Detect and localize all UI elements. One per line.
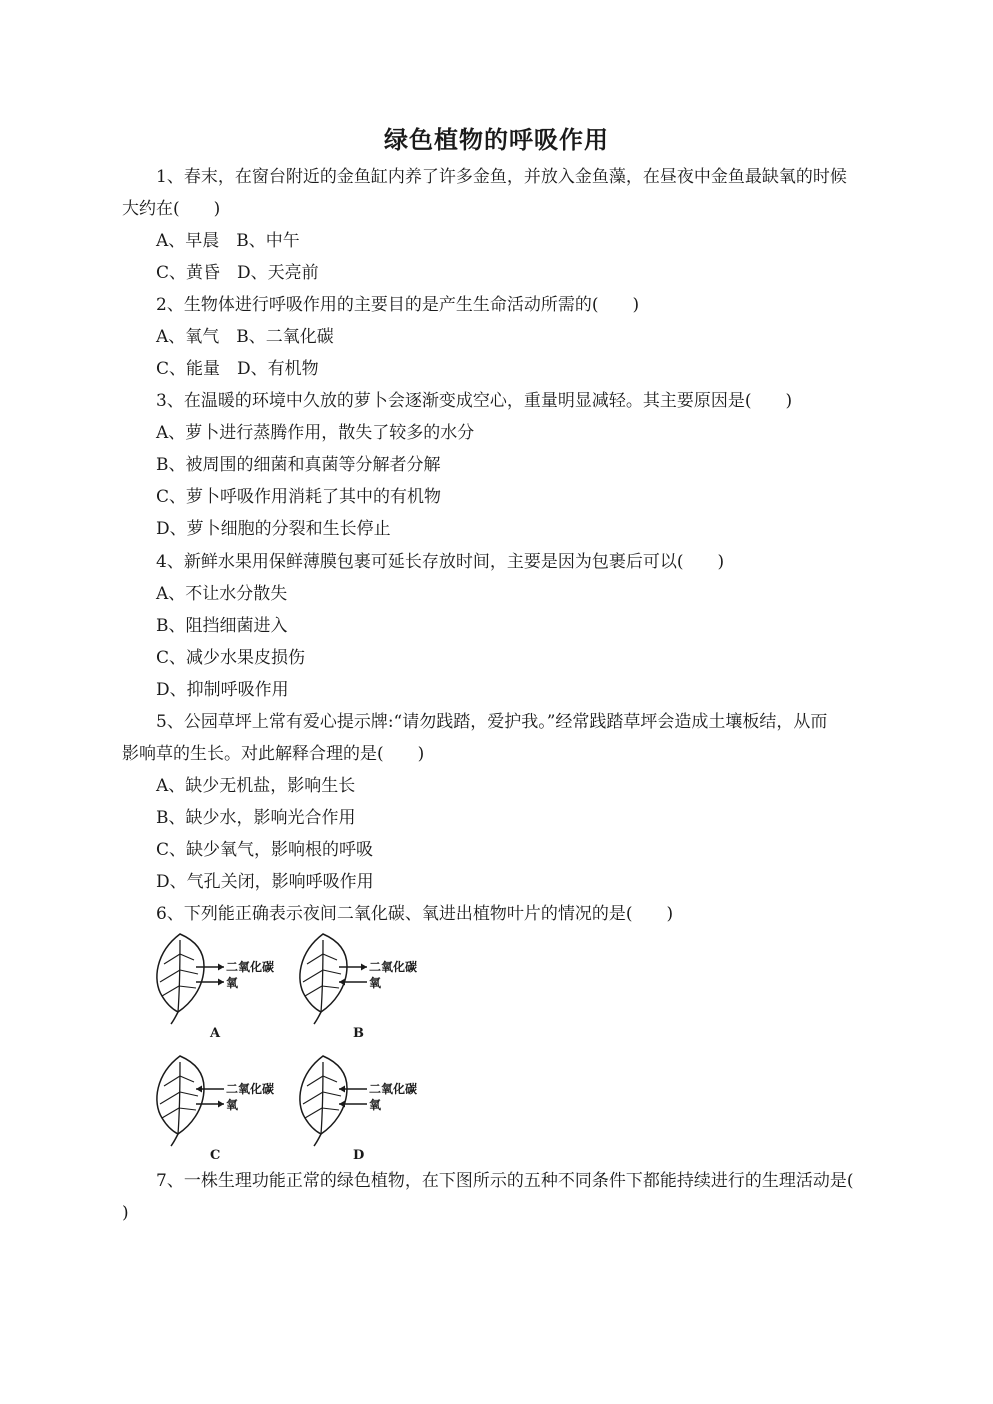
question-5-option-d: D、气孔关闭，影响呼吸作用 (156, 872, 374, 892)
leaf-vein (303, 1092, 323, 1104)
leaf-vein (305, 1108, 322, 1118)
leaf-vein (164, 1076, 180, 1086)
leaf-vein (305, 986, 322, 996)
question-7-line-1: 7、一株生理功能正常的绿色植物，在下图所示的五种不同条件下都能持续进行的生理活动是( (156, 1171, 854, 1191)
o2-arrow-head (218, 979, 224, 986)
co2-arrow-head (218, 964, 224, 971)
leaf-midrib (178, 940, 180, 1012)
page-title: 绿色植物的呼吸作用 (384, 125, 609, 154)
leaf-vein (323, 970, 341, 974)
leaf-vein (323, 954, 337, 960)
leaf-midrib (178, 1062, 180, 1134)
co2-arrow-head (339, 1086, 345, 1093)
leaf-stem (314, 1134, 321, 1146)
leaf-vein (322, 1108, 339, 1110)
leaf-diagram-svg (150, 1052, 290, 1148)
leaf-figure-a (150, 930, 290, 1040)
co2-label: 二氧化碳 (369, 1082, 418, 1096)
question-4: 4、新鲜水果用保鲜薄膜包裹可延长存放时间，主要是因为包裹后可以( ) (156, 552, 725, 572)
leaf-figure-b (293, 930, 433, 1040)
question-5-option-c: C、缺少氧气，影响根的呼吸 (156, 840, 374, 860)
leaf-diagram-svg (293, 1052, 433, 1148)
leaf-vein (179, 1108, 196, 1110)
leaf-midrib (321, 1062, 323, 1134)
question-1-line-2: 大约在( ) (122, 199, 221, 219)
co2-label: 二氧化碳 (226, 1082, 275, 1096)
co2-label: 二氧化碳 (369, 960, 418, 974)
question-6: 6、下列能正确表示夜间二氧化碳、氧进出植物叶片的情况的是( ) (156, 904, 674, 924)
leaf-stem (171, 1012, 178, 1024)
leaf-vein (307, 1076, 323, 1086)
question-4-option-b: B、阻挡细菌进入 (156, 616, 288, 636)
co2-arrow-head (196, 1086, 202, 1093)
leaf-figures (150, 930, 450, 1163)
leaf-vein (180, 970, 198, 974)
o2-label: 氧 (369, 1098, 382, 1112)
leaf-diagram-svg (293, 930, 433, 1026)
leaf-vein (162, 1108, 179, 1118)
question-3: 3、在温暖的环境中久放的萝卜会逐渐变成空心，重量明显减轻。其主要原因是( ) (156, 391, 793, 411)
question-1-options-ab: A、早晨 B、中午 (156, 231, 300, 251)
question-5-option-a: A、缺少无机盐，影响生长 (156, 776, 356, 796)
question-4-option-d: D、抑制呼吸作用 (156, 680, 289, 700)
o2-arrow-head (339, 1101, 345, 1108)
figure-letter: B (353, 1026, 364, 1041)
question-5-line-1: 5、公园草坪上常有爱心提示牌:“请勿践踏，爱护我。”经常践踏草坪会造成土壤板结，从而 (156, 712, 828, 732)
leaf-stem (314, 1012, 321, 1024)
question-5-option-b: B、缺少水，影响光合作用 (156, 808, 356, 828)
leaf-vein (307, 954, 323, 964)
question-1-line-1: 1、春末，在窗台附近的金鱼缸内养了许多金鱼，并放入金鱼藻，在昼夜中金鱼最缺氧的时候 (156, 167, 847, 187)
o2-label: 氧 (226, 976, 239, 990)
question-7-line-2: ) (122, 1203, 129, 1223)
question-2: 2、生物体进行呼吸作用的主要目的是产生生命活动所需的( ) (156, 295, 640, 315)
co2-label: 二氧化碳 (226, 960, 275, 974)
leaf-vein (162, 986, 179, 996)
leaf-diagram-svg (150, 930, 290, 1026)
leaf-stem (171, 1134, 178, 1146)
leaf-vein (160, 1092, 180, 1104)
question-2-options-ab: A、氧气 B、二氧化碳 (156, 327, 334, 347)
leaf-vein (180, 1076, 194, 1082)
leaf-vein (303, 970, 323, 982)
leaf-vein (179, 986, 196, 988)
o2-arrow-head (218, 1101, 224, 1108)
leaf-vein (323, 1076, 337, 1082)
o2-arrow-head (339, 979, 345, 986)
leaf-vein (160, 970, 180, 982)
question-2-options-cd: C、能量 D、有机物 (156, 359, 319, 379)
co2-arrow-head (361, 964, 367, 971)
question-5-line-2: 影响草的生长。对此解释合理的是( ) (122, 744, 425, 764)
question-3-option-b: B、被周围的细菌和真菌等分解者分解 (156, 455, 441, 475)
leaf-vein (322, 986, 339, 988)
leaf-vein (164, 954, 180, 964)
question-3-option-d: D、萝卜细胞的分裂和生长停止 (156, 519, 391, 539)
o2-label: 氧 (369, 976, 382, 990)
question-4-option-c: C、减少水果皮损伤 (156, 648, 306, 668)
leaf-figure-d (293, 1052, 433, 1162)
leaf-vein (323, 1092, 341, 1096)
leaf-vein (180, 954, 194, 960)
leaf-vein (180, 1092, 198, 1096)
figure-letter: A (210, 1026, 221, 1041)
leaf-figure-c (150, 1052, 290, 1162)
figure-letter: C (210, 1148, 221, 1163)
question-3-option-a: A、萝卜进行蒸腾作用，散失了较多的水分 (156, 423, 475, 443)
o2-label: 氧 (226, 1098, 239, 1112)
question-3-option-c: C、萝卜呼吸作用消耗了其中的有机物 (156, 487, 442, 507)
leaf-midrib (321, 940, 323, 1012)
question-4-option-a: A、不让水分散失 (156, 584, 288, 604)
question-1-options-cd: C、黄昏 D、天亮前 (156, 263, 319, 283)
figure-letter: D (353, 1148, 365, 1163)
